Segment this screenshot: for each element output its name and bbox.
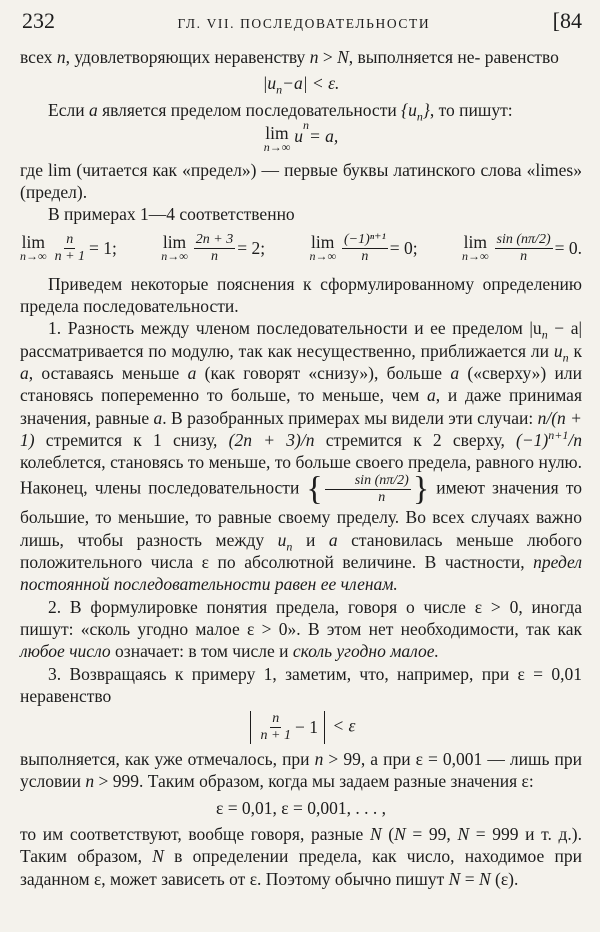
paragraph-point-3: 3. Возвращаясь к примеру 1, заметим, что, например, при ε = 0,01 неравенство	[20, 663, 582, 706]
example-inequality: n n + 1 − 1 < ε	[20, 711, 582, 744]
section-number: [84	[552, 8, 582, 33]
page-body	[20, 46, 582, 890]
limit-example-1: lim n→∞ $\frac{n}{n + 1}$ = 1;	[20, 231, 117, 264]
limit-example-2: lim n→∞ $\frac{2n + 3}{n}$ = 2;	[161, 231, 266, 264]
epsilon-values: ε = 0,01, ε = 0,001, . . . ,	[215, 797, 387, 818]
paragraph-explanations-intro: Приведем некоторые пояснения к сформулированному определению предела последовательности.	[20, 273, 582, 317]
paragraph-examples-intro: В примерах 1—4 соответственно	[48, 204, 295, 225]
limit-example-4: lim n→∞ $\frac{\sin (n\pi/2)}{n}$ = 0.	[461, 231, 582, 264]
examples-limits-row	[20, 232, 582, 265]
limit-notation-equation: lim n→∞ u n = a,	[263, 117, 339, 154]
running-header	[22, 8, 582, 36]
paragraph-conclusion: то им соответствуют, вообще говоря, разные N (N = 99, N = 999 и т. д.). Таким образом, N в определении предела, как число, находимое при заданном ε, может зависеть от ε. Поэтому обычно пишут N = N (ε).	[20, 824, 582, 889]
page-number: 232	[22, 8, 55, 33]
paragraph-continuation: всех n, удовлетворяющих неравенству n > N, выполняется не- равенство	[20, 47, 559, 67]
paragraph-point-2: 2. В формулировке понятия предела, говоря о числе ε > 0, иногда пишут: «сколь угодно малое ε > 0». В этом нет необходимости, так как любое число означает: в том числе и сколь угодно малое.	[20, 596, 582, 662]
paragraph-point-1: 1. Разность между членом последовательности и ее пределом $|u_n - a|$ рассматривается по модулю, так как несущественно, приближается ли $u_n$ к a, оставаясь меньше a (как говорят «снизу»), больше a («сверху») или становясь попеременно то больше, то меньше, чем a, и даже принимая значения, равные a. В разобранных примерах мы видели эти случаи: n/(n + 1) стремится к 1 снизу, (2n + 3)/n стремится к 2 сверху, $(-1)^{n+1}/n$ колеблется, становясь то меньше, то больше своего предела, равного нулю. Наконец, члены последовательности { $\frac{\sin (n\pi/2)}{n}$ } имеют значения то большие, то меньшие, то равные своему пределу. Во всех случаях важно лишь, чтобы разность между $u_n$ и a становилась меньше любого положительного числа ε по абсолютной величине. В частности, предел постоянной последовательности равен ее членам.	[20, 318, 583, 595]
chapter-title: ГЛ. VII. ПОСЛЕДОВАТЕЛЬНОСТИ	[177, 16, 431, 31]
inequality-equation: $|u_n-a| < \varepsilon$.	[262, 73, 340, 97]
paragraph-lim-meaning: где lim (читается как «предел») — первые буквы латинского слова «limes» (предел).	[20, 159, 582, 203]
limit-example-3: lim n→∞ $\frac{\text{(−1)ⁿ⁺¹}}{n}$ = 0;	[309, 231, 418, 264]
paragraph-continuation-2: выполняется, как уже отмечалось, при n > 99, а при ε = 0,001 — лишь при условии n > 999. Таким образом, когда мы задаем разные значения ε:	[20, 749, 582, 792]
paragraph-limit-definition: Если a является пределом последовательности $\{u_n\}$, то пишут:	[48, 99, 513, 124]
